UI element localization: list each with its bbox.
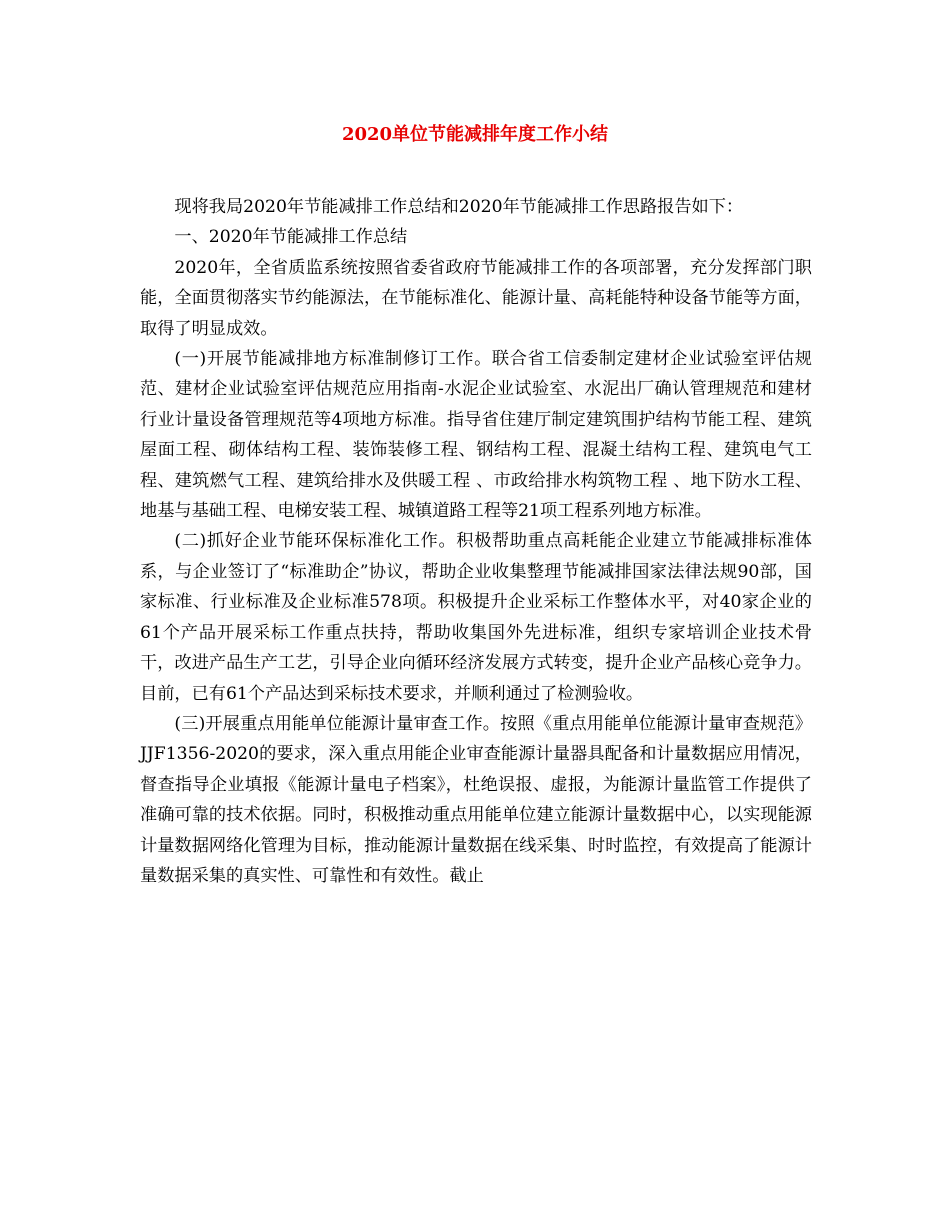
item-one-paragraph: (一)开展节能减排地方标准制修订工作。联合省工信委制定建材企业试验室评估规范、建材企业试验室评估规范应用指南-水泥企业试验室、水泥出厂确认管理规范和建材行业计量设备管理规范等4项地方标准。指导省住建厅制定建筑围护结构节能工程、建筑屋面工程、砌体结构工程、装饰装修工程、钢结构工程、混凝土结构工程、建筑电气工程、建筑燃气工程、建筑给排水及供暖工程 、市政给排水构筑物工程 、地下防水工程、地基与基础工程、电梯安装工程、城镇道路工程等21项工程系列地方标准。 (140, 349, 812, 522)
intro-paragraph: 现将我局2020年节能减排工作总结和2020年节能减排工作思路报告如下： (174, 197, 744, 217)
summary-paragraph: 2020年，全省质监系统按照省委省政府节能减排工作的各项部署，充分发挥部门职能，全面贯彻落实节约能源法，在节能标准化、能源计量、高耗能特种设备节能等方面，取得了明显成效。 (140, 257, 812, 339)
item-two-paragraph: (二)抓好企业节能环保标准化工作。积极帮助重点高耗能企业建立节能减排标准体系，与企业签订了“标准助企”协议，帮助企业收集整理节能减排国家法律法规90部，国家标准、行业标准及企业标准578项。积极提升企业采标工作整体水平，对40家企业的61个产品开展采标工作重点扶持，帮助收集国外先进标准，组织专家培训企业技术骨干，改进产品生产工艺，引导企业向循环经济发展方式转变，提升企业产品核心竞争力。目前，已有61个产品达到采标技术要求，并顺利通过了检测验收。 (140, 531, 812, 704)
document-title: 2020单位节能减排年度工作小结 (341, 124, 609, 145)
item-three-paragraph: (三)开展重点用能单位能源计量审查工作。按照《重点用能单位能源计量审查规范》JJF1356-2020的要求，深入重点用能企业审查能源计量器具配备和计量数据应用情况，督查指导企业填报《能源计量电子档案》，杜绝误报、虚报，为能源计量监管工作提供了准确可靠的技术依据。同时，积极推动重点用能单位建立能源计量数据中心，以实现能源计量数据网络化管理为目标，推动能源计量数据在线采集、时时监控，有效提高了能源计量数据采集的真实性、可靠性和有效性。截止 (140, 713, 812, 886)
document-body (140, 192, 812, 891)
section-heading: 一、2020年节能减排工作总结 (174, 227, 408, 248)
